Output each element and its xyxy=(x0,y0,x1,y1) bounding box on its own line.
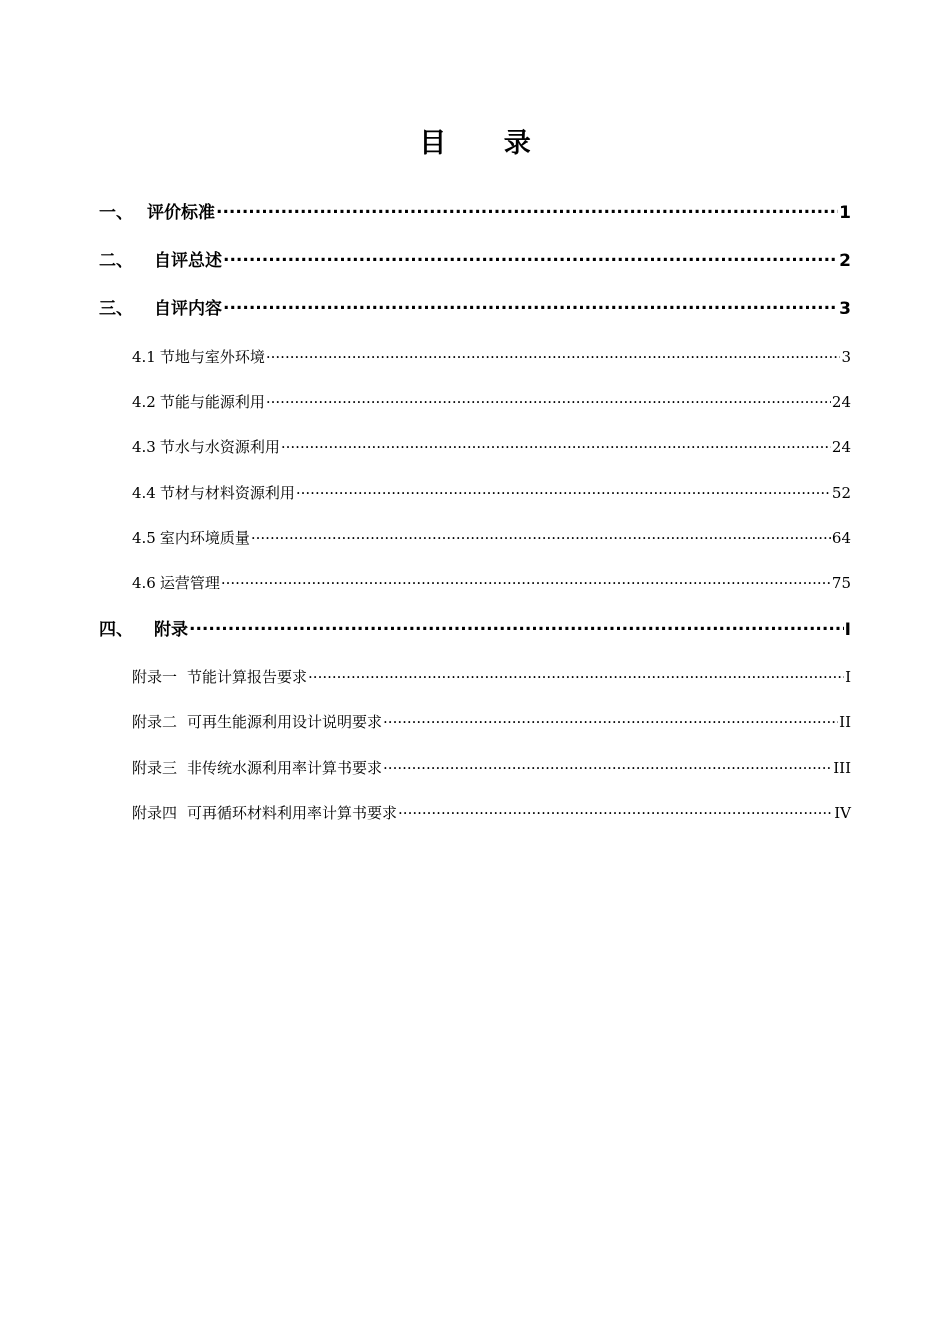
toc-dot-leader xyxy=(189,618,844,635)
toc-dot-leader xyxy=(266,392,831,407)
toc-entry-label: 节能与能源利用 xyxy=(159,393,265,411)
toc-entry-label: 节能计算报告要求 xyxy=(187,668,308,686)
toc-entry-label: 节水与水资源利用 xyxy=(159,438,280,456)
toc-page-number: II xyxy=(839,713,851,731)
toc-entry-label: 附录 xyxy=(154,620,188,640)
toc-page-number: IV xyxy=(834,804,851,822)
toc-entry-number: 4.3 xyxy=(132,438,156,456)
toc-entry-number: 4.4 xyxy=(132,484,156,502)
toc-dot-leader xyxy=(223,249,838,266)
toc-dot-leader xyxy=(223,297,838,314)
toc-dot-leader xyxy=(308,667,844,682)
toc-entry-number: 二、 xyxy=(99,251,133,271)
toc-page-number: 64 xyxy=(831,529,851,547)
toc-dot-leader xyxy=(221,573,831,588)
toc-page-number: 75 xyxy=(831,574,851,592)
toc-entry-appendix-1[interactable] xyxy=(132,666,851,688)
toc-entry-4-5[interactable] xyxy=(132,527,851,549)
toc-entry-number: 附录三 xyxy=(132,759,178,777)
toc-page-number: 3 xyxy=(839,299,851,319)
toc-dot-leader xyxy=(281,437,831,452)
toc-title: 目 录 xyxy=(419,128,555,159)
toc-entry-number: 附录二 xyxy=(132,713,178,731)
toc-entry-label: 运营管理 xyxy=(159,574,220,592)
toc-entry-3[interactable] xyxy=(99,296,851,322)
toc-entry-label: 室内环境质量 xyxy=(159,529,250,547)
toc-entry-number: 四、 xyxy=(99,620,133,640)
toc-page-number: 24 xyxy=(831,438,851,456)
toc-entry-label: 节地与室外环境 xyxy=(159,348,265,366)
toc-entry-4-1[interactable] xyxy=(132,346,851,368)
toc-entry-number: 三、 xyxy=(99,299,133,319)
toc-dot-leader xyxy=(251,528,831,543)
toc-dot-leader xyxy=(296,483,831,498)
toc-dot-leader xyxy=(383,758,832,773)
toc-entry-1[interactable] xyxy=(99,200,851,226)
toc-entry-number: 4.6 xyxy=(132,574,156,592)
toc-entry-4-2[interactable] xyxy=(132,391,851,413)
toc-page-number: 2 xyxy=(839,251,851,271)
toc-entry-label: 自评总述 xyxy=(154,251,222,271)
toc-entry-label: 自评内容 xyxy=(154,299,222,319)
toc-dot-leader xyxy=(216,201,838,218)
toc-entry-label: 可再生能源利用设计说明要求 xyxy=(187,713,383,731)
toc-page-number: 52 xyxy=(831,484,851,502)
toc-entry-appendix-3[interactable] xyxy=(132,757,851,779)
toc-entry-4-3[interactable] xyxy=(132,436,851,458)
toc-page-number: 1 xyxy=(839,203,851,223)
toc-entry-label: 非传统水源利用率计算书要求 xyxy=(187,759,383,777)
toc-page-number: I xyxy=(845,668,851,686)
toc-entry-4-4[interactable] xyxy=(132,482,851,504)
toc-dot-leader xyxy=(398,803,833,818)
toc-entry-4-6[interactable] xyxy=(132,572,851,594)
toc-page-number: 24 xyxy=(831,393,851,411)
toc-page-number: I xyxy=(844,620,851,640)
toc-entry-label: 可再循环材料利用率计算书要求 xyxy=(187,804,398,822)
toc-entry-label: 评价标准 xyxy=(147,203,215,223)
toc-entry-appendix-4[interactable] xyxy=(132,802,851,824)
toc-page-number: 3 xyxy=(841,348,851,366)
toc-entry-4[interactable] xyxy=(99,617,851,643)
toc-dot-leader xyxy=(266,347,841,362)
toc-entry-number: 一、 xyxy=(99,203,133,223)
toc-entry-number: 附录四 xyxy=(132,804,178,822)
toc-entry-number: 附录一 xyxy=(132,668,178,686)
toc-dot-leader xyxy=(383,712,838,727)
toc-entry-appendix-2[interactable] xyxy=(132,711,851,733)
toc-entry-number: 4.2 xyxy=(132,393,156,411)
toc-entry-number: 4.5 xyxy=(132,529,156,547)
toc-entry-label: 节材与材料资源利用 xyxy=(159,484,295,502)
toc-entry-number: 4.1 xyxy=(132,348,156,366)
toc-page-number: III xyxy=(833,759,851,777)
toc-entry-2[interactable] xyxy=(99,248,851,274)
